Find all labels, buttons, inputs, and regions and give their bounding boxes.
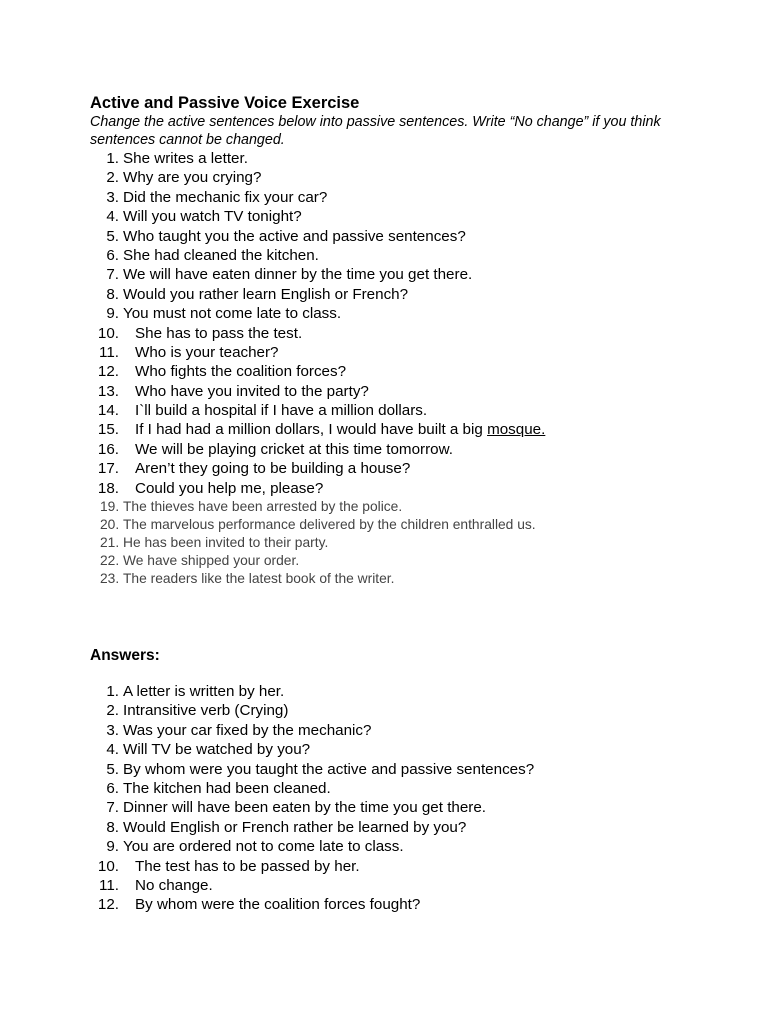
list-item	[0, 760, 768, 779]
item-text: I`ll build a hospital if I have a million dollars.	[135, 402, 428, 420]
list-item	[0, 324, 768, 343]
item-number: 15.	[97, 421, 119, 439]
list-item	[0, 498, 768, 516]
item-text: By whom were the coalition forces fought?	[135, 896, 421, 914]
item-number: 19.	[100, 499, 120, 515]
list-item	[0, 818, 768, 837]
item-text: Who have you invited to the party?	[135, 382, 369, 400]
list-item	[0, 516, 768, 534]
item-number: 6.	[106, 779, 119, 797]
item-text: You are ordered not to come late to class.	[123, 838, 404, 856]
item-text: Who taught you the active and passive sentences?	[123, 227, 466, 245]
list-item	[0, 682, 768, 701]
list-item	[0, 227, 768, 246]
item-text: We will be playing cricket at this time tomorrow.	[135, 440, 453, 458]
item-number: 20.	[100, 516, 120, 532]
list-item	[0, 343, 768, 362]
list-item	[0, 570, 768, 588]
item-text: We have shipped your order.	[123, 552, 300, 568]
list-item	[0, 440, 768, 459]
list-item	[0, 701, 768, 720]
item-number: 3.	[106, 188, 119, 206]
item-number: 18.	[97, 479, 119, 497]
item-number: 4.	[106, 208, 119, 226]
list-item	[0, 207, 768, 226]
item-text: No change.	[135, 876, 213, 894]
item-number: 14.	[97, 402, 119, 420]
questions-list	[0, 149, 768, 587]
item-text: The thieves have been arrested by the police.	[123, 499, 403, 515]
item-text: Could you help me, please?	[135, 479, 324, 497]
item-number: 10.	[97, 857, 119, 875]
answers-heading: Answers:	[90, 647, 160, 664]
list-item	[0, 401, 768, 420]
item-number: 11.	[99, 343, 119, 361]
item-text: Will you watch TV tonight?	[123, 208, 302, 226]
item-number: 6.	[106, 246, 119, 264]
item-text: The marvelous performance delivered by the children enthralled us.	[123, 516, 536, 532]
item-text: Would you rather learn English or French?	[123, 285, 409, 303]
list-item	[0, 149, 768, 168]
list-item	[0, 779, 768, 798]
item-number: 2.	[106, 169, 119, 187]
list-item	[0, 857, 768, 876]
item-text: We will have eaten dinner by the time you get there.	[123, 266, 473, 284]
list-item	[0, 534, 768, 552]
item-number: 16.	[97, 440, 119, 458]
list-item	[0, 837, 768, 856]
list-item	[0, 459, 768, 478]
item-text: Did the mechanic fix your car?	[123, 188, 328, 206]
item-text-wrapper	[135, 420, 545, 439]
item-text: Why are you crying?	[123, 169, 262, 187]
item-text: Will TV be watched by you?	[123, 741, 311, 759]
list-item	[0, 168, 768, 187]
item-text: A letter is written by her.	[123, 683, 285, 700]
item-text: Dinner will have been eaten by the time you get there.	[123, 799, 487, 817]
answers-list	[0, 682, 768, 915]
item-number: 9.	[106, 305, 119, 323]
item-text: Was your car fixed by the mechanic?	[123, 721, 372, 739]
item-number: 10.	[97, 324, 119, 342]
item-number: 9.	[106, 838, 119, 856]
item-text: You must not come late to class.	[123, 305, 342, 323]
list-item	[0, 740, 768, 759]
item-text: Who fights the coalition forces?	[135, 363, 347, 381]
list-item	[0, 304, 768, 323]
item-number: 11.	[99, 876, 119, 894]
instructions-text: Change the active sentences below into passive sentences. Write “No change” if you think sentences cannot be changed.	[90, 114, 661, 148]
list-item	[0, 798, 768, 817]
item-number: 8.	[106, 818, 119, 836]
item-number: 13.	[97, 382, 119, 400]
document-title: Active and Passive Voice Exercise	[90, 94, 360, 112]
item-number: 7.	[106, 799, 119, 817]
item-number: 5.	[106, 760, 119, 778]
item-text: Aren’t they going to be building a house?	[135, 460, 411, 478]
list-item	[0, 479, 768, 498]
item-number: 23.	[100, 570, 120, 586]
item-text: Intransitive verb (Crying)	[123, 702, 289, 720]
item-text: Who is your teacher?	[135, 343, 279, 361]
item-text: She has to pass the test.	[135, 324, 303, 342]
item-number: 1.	[106, 150, 119, 167]
list-item	[0, 285, 768, 304]
list-item	[0, 552, 768, 570]
item-number: 12.	[97, 363, 119, 381]
item-text: She writes a letter.	[123, 150, 248, 167]
item-text: The test has to be passed by her.	[135, 857, 360, 875]
item-number: 5.	[106, 227, 119, 245]
item-text: Would English or French rather be learned by you?	[123, 818, 467, 836]
item-number: 3.	[106, 721, 119, 739]
list-item	[0, 420, 768, 439]
item-text: If I had had a million dollars, I would have built a big	[135, 421, 488, 439]
item-number: 12.	[97, 896, 119, 914]
item-number: 1.	[106, 683, 119, 700]
item-number: 22.	[100, 552, 120, 568]
item-number: 8.	[106, 285, 119, 303]
list-item	[0, 362, 768, 381]
item-text: He has been invited to their party.	[123, 534, 329, 550]
item-number: 17.	[97, 460, 119, 478]
item-number: 21.	[100, 534, 120, 550]
item-number: 2.	[106, 702, 119, 720]
list-item	[0, 721, 768, 740]
list-item	[0, 188, 768, 207]
item-text: She had cleaned the kitchen.	[123, 246, 319, 264]
underlined-word: mosque.	[487, 421, 546, 439]
item-text: The readers like the latest book of the writer.	[123, 570, 395, 586]
list-item	[0, 382, 768, 401]
item-text: By whom were you taught the active and passive sentences?	[123, 760, 535, 778]
list-item	[0, 895, 768, 914]
item-number: 7.	[106, 266, 119, 284]
item-number: 4.	[106, 741, 119, 759]
list-item	[0, 246, 768, 265]
item-text: The kitchen had been cleaned.	[123, 779, 331, 797]
list-item	[0, 876, 768, 895]
list-item	[0, 265, 768, 284]
